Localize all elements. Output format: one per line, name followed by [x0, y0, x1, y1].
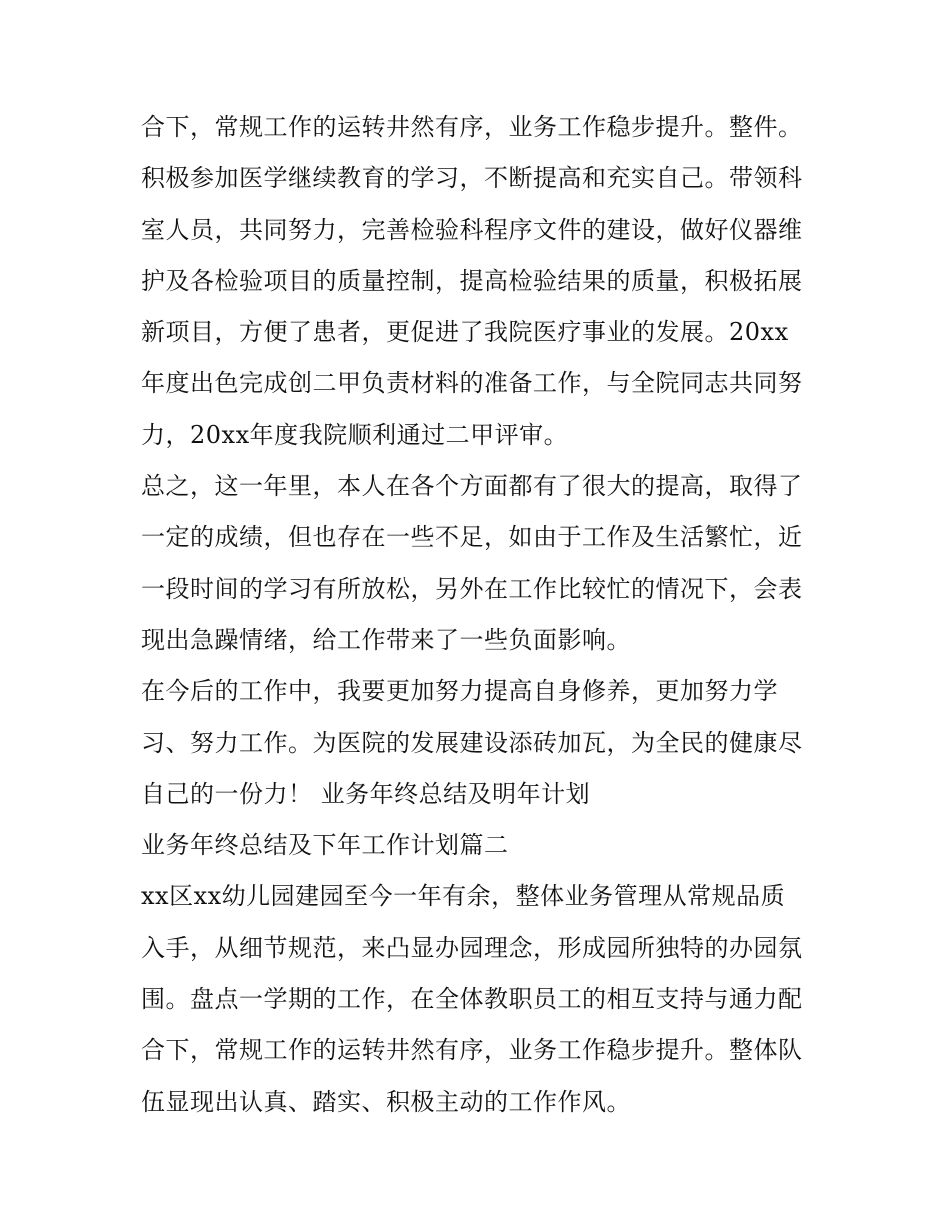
text-line: 一定的成绩，但也存在一些不足，如由于工作及生活繁忙，近	[141, 523, 803, 552]
text-line: 一段时间的学习有所放松，另外在工作比较忙的情况下，会表	[141, 574, 803, 603]
text-line: 积极参加医学继续教育的学习，不断提高和充实自己。带领科	[141, 164, 803, 193]
text-line: 自己的一份力！ 业务年终总结及明年计划	[141, 779, 591, 808]
text-line: 合下，常规工作的运转井然有序，业务工作稳步提升。整件。	[141, 113, 803, 141]
text-line: 护及各检验项目的质量控制，提高检验结果的质量，积极拓展	[141, 266, 803, 295]
text-line: 现出急躁情绪，给工作带来了一些负面影响。	[141, 625, 631, 654]
text-line: 力，20xx年度我院顺利通过二甲评审。	[141, 420, 569, 449]
text-line: 室人员，共同努力，完善检验科程序文件的建设，做好仪器维	[141, 215, 803, 244]
text-line: 在今后的工作中，我要更加努力提高自身修养，更加努力学	[141, 677, 778, 706]
text-line: 围。盘点一学期的工作，在全体教职员工的相互支持与通力配	[141, 985, 803, 1014]
text-line: 合下，常规工作的运转井然有序，业务工作稳步提升。整体队	[141, 1036, 803, 1065]
text-line: 习、努力工作。为医院的发展建设添砖加瓦，为全民的健康尽	[141, 728, 803, 757]
section-heading: 业务年终总结及下年工作计划篇二	[141, 831, 509, 860]
text-line: 年度出色完成创二甲负责材料的准备工作，与全院同志共同努	[141, 369, 803, 398]
text-line: 伍显现出认真、踏实、积极主动的工作作风。	[141, 1087, 631, 1116]
text-line: xx区xx幼儿园建园至今一年有余，整体业务管理从常规品质	[141, 882, 786, 911]
document-body	[141, 102, 821, 1128]
text-line: 新项目，方便了患者，更促进了我院医疗事业的发展。20xx	[141, 318, 789, 347]
text-line: 入手，从细节规范，来凸显办园理念，形成园所独特的办园氛	[141, 933, 803, 962]
text-line: 总之，这一年里，本人在各个方面都有了很大的提高，取得了	[141, 472, 803, 501]
